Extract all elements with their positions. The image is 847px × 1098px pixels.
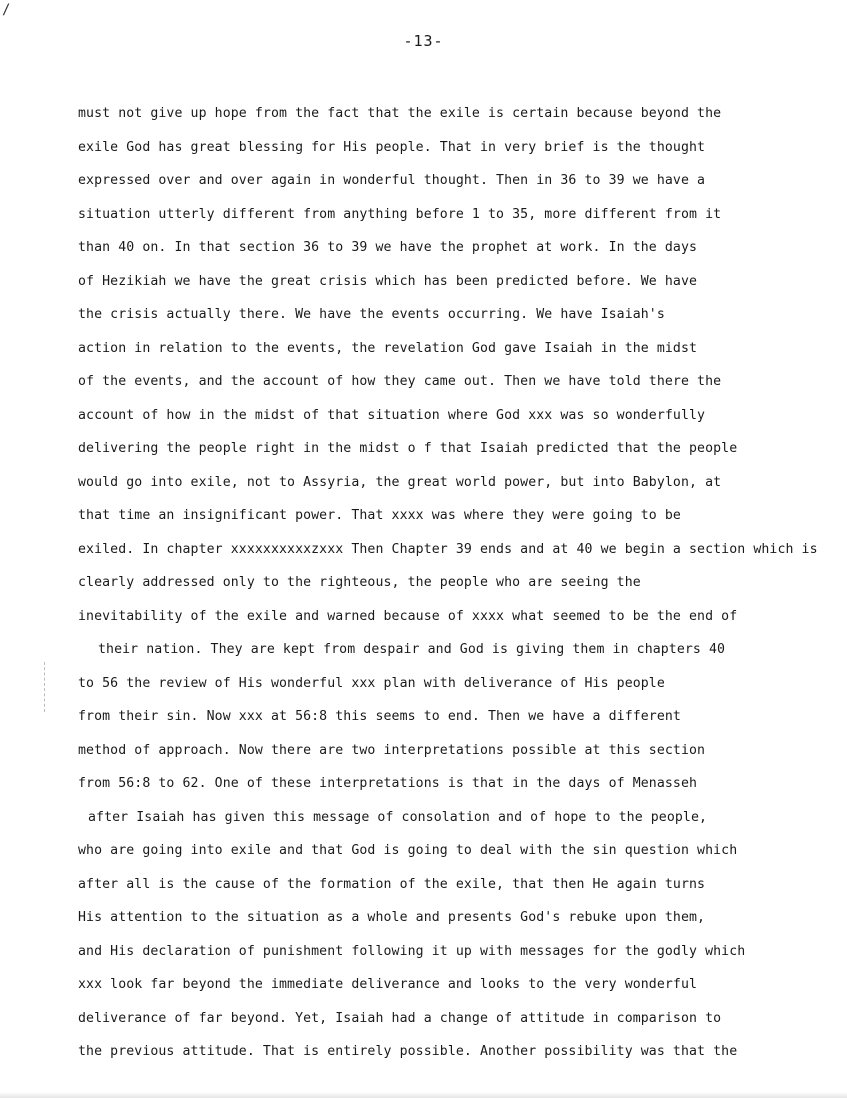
text-line: from their sin. Now xxx at 56:8 this seems to end. Then we have a different: [78, 709, 681, 724]
text-line: method of approach. Now there are two interpretations possible at this section: [78, 742, 706, 758]
text-line: of Hezikiah we have the great crisis which has been predicted before. We have: [78, 273, 698, 289]
text-line: exile God has great blessing for His people. That in very brief is the thought: [78, 139, 706, 155]
text-line: action in relation to the events, the revelation God gave Isaiah in the midst: [78, 340, 698, 356]
text-line: would go into exile, not to Assyria, the great world power, but into Babylon, at: [78, 474, 722, 490]
text-line: deliverance of far beyond. Yet, Isaiah had a change of attitude in comparison to: [78, 1010, 722, 1026]
text-line: account of how in the midst of that situation where God xxx was so wonderfully: [78, 407, 706, 423]
text-line: situation utterly different from anything before 1 to 35, more different from it: [78, 206, 722, 222]
text-line: xxx look far beyond the immediate deliverance and looks to the very wonderful: [78, 977, 698, 992]
text-line: that time an insignificant power. That xxxx was where they were going to be: [78, 508, 681, 523]
text-line: their nation. They are kept from despair and God is giving them in chapters 40: [98, 642, 726, 657]
text-line: who are going into exile and that God is going to deal with the sin question which: [78, 843, 738, 858]
text-line: of the events, and the account of how they came out. Then we have told there the: [78, 374, 722, 389]
text-line: exiled. In chapter xxxxxxxxxxzxxx Then Chapter 39 ends and at 40 we begin a section which is: [78, 541, 818, 557]
text-line: delivering the people right in the midst o f that Isaiah predicted that the people: [78, 441, 738, 456]
scan-edge: [0, 1092, 847, 1098]
text-line: expressed over and over again in wonderful thought. Then in 36 to 39 we have a: [78, 173, 706, 188]
text-line: the previous attitude. That is entirely possible. Another possibility was that the: [78, 1044, 738, 1059]
text-line: after Isaiah has given this message of consolation and of hope to the people,: [88, 809, 708, 825]
text-line: after all is the cause of the formation of the exile, that then He again turns: [78, 876, 706, 892]
corner-pen-mark: /: [2, 2, 11, 18]
text-line: to 56 the review of His wonderful xxx plan with deliverance of His people: [78, 675, 665, 691]
text-line: His attention to the situation as a whole and presents God's rebuke upon them,: [78, 910, 706, 925]
text-line: than 40 on. In that section 36 to 39 we have the prophet at work. In the days: [78, 240, 698, 255]
text-line: the crisis actually there. We have the events occurring. We have Isaiah's: [78, 307, 665, 322]
text-line: inevitability of the exile and warned because of xxxx what seemed to be the end of: [78, 608, 738, 624]
text-line: clearly addressed only to the righteous, the people who are seeing the: [78, 575, 641, 590]
text-line: must not give up hope from the fact that the exile is certain because beyond the: [78, 106, 722, 121]
margin-mark: [44, 662, 46, 712]
text-line: and His declaration of punishment following it up with messages for the godly which: [78, 943, 746, 959]
text-line: from 56:8 to 62. One of these interpretations is that in the days of Menasseh: [78, 776, 698, 791]
document-body: [78, 104, 818, 1076]
page-number: -13-: [403, 32, 444, 50]
